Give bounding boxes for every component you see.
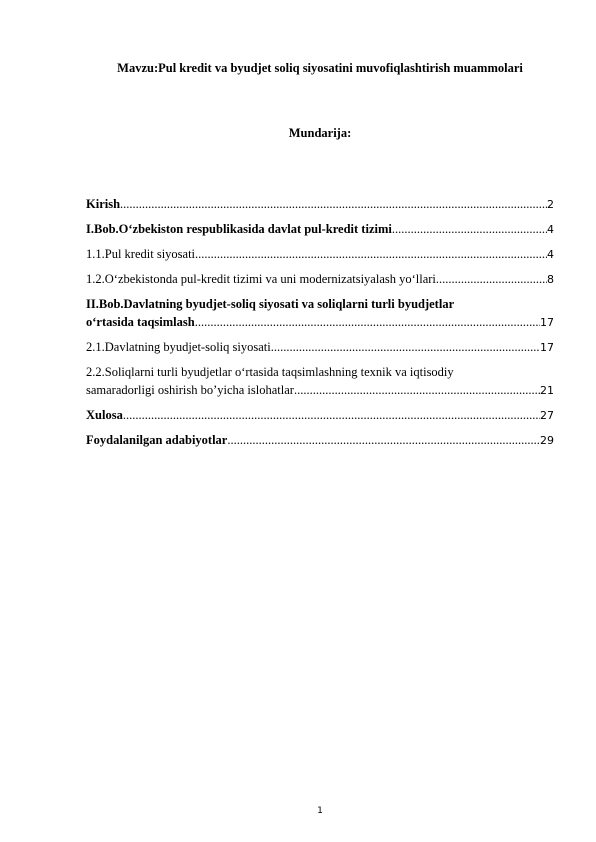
toc-entry-xulosa bbox=[86, 406, 554, 425]
toc-leader-dots bbox=[294, 381, 540, 399]
toc-entry-text: Foydalanilgan adabiyotlar bbox=[86, 433, 228, 447]
toc-entry-text-line1: 2.2.Soliqlarni turli byudjetlar o‘rtasida taqsimlashning texnik va iqtisodiy bbox=[86, 365, 454, 379]
toc-entry-text: 1.2.O‘zbekistonda pul-kredit tizimi va uni modernizatsiyalash yo‘llari bbox=[86, 272, 436, 286]
page-number: 1 bbox=[317, 806, 323, 816]
toc-leader-dots bbox=[195, 313, 540, 331]
toc-page-number: 2 bbox=[547, 198, 554, 211]
toc-entry-section-2-2 bbox=[86, 363, 554, 400]
toc-entry-section-2-1 bbox=[86, 338, 554, 357]
toc-leader-dots bbox=[392, 220, 547, 238]
toc-entry-text: 2.1.Davlatning byudjet-soliq siyosati bbox=[86, 340, 271, 354]
toc-page-number: 17 bbox=[540, 341, 554, 354]
toc-entry-chapter-1 bbox=[86, 220, 554, 239]
toc-leader-dots bbox=[120, 195, 547, 213]
toc-entry-references bbox=[86, 431, 554, 450]
toc-leader-dots bbox=[436, 270, 547, 288]
toc-entry-section-1-2 bbox=[86, 270, 554, 289]
toc-leader-dots bbox=[195, 245, 547, 263]
toc-entry-text: 1.1.Pul kredit siyosati bbox=[86, 247, 196, 261]
toc-entry-text: I.Bob.O‘zbekiston respublikasida davlat pul-kredit tizimi bbox=[86, 222, 392, 236]
toc-entry-chapter-2 bbox=[86, 295, 554, 332]
toc-entry-text: samaradorligi oshirish bo’yicha islohatlar bbox=[86, 383, 294, 397]
toc-page-number: 4 bbox=[547, 223, 554, 236]
table-of-contents bbox=[86, 195, 554, 456]
toc-entry-text-line1: II.Bob.Davlatning byudjet-soliq siyosati va soliqlarni turli byudjetlar bbox=[86, 297, 455, 311]
toc-leader-dots bbox=[123, 406, 540, 424]
toc-page-number: 29 bbox=[540, 434, 554, 447]
toc-page-number: 4 bbox=[547, 248, 554, 261]
toc-entry-kirish bbox=[86, 195, 554, 214]
contents-heading: Mundarija: bbox=[288, 126, 352, 140]
toc-leader-dots bbox=[227, 431, 540, 449]
toc-page-number: 17 bbox=[540, 316, 554, 329]
toc-entry-section-1-1 bbox=[86, 245, 554, 264]
toc-entry-text: Xulosa bbox=[86, 408, 123, 422]
toc-leader-dots bbox=[271, 338, 540, 356]
toc-entry-text: Kirish bbox=[86, 197, 121, 211]
toc-page-number: 27 bbox=[540, 409, 554, 422]
toc-page-number: 21 bbox=[540, 384, 554, 397]
toc-entry-text: o‘rtasida taqsimlash bbox=[86, 315, 195, 329]
document-title: Mavzu:Pul kredit va byudjet soliq siyosatini muvofiqlashtirish muammolari bbox=[117, 61, 523, 75]
toc-page-number: 8 bbox=[547, 273, 554, 286]
